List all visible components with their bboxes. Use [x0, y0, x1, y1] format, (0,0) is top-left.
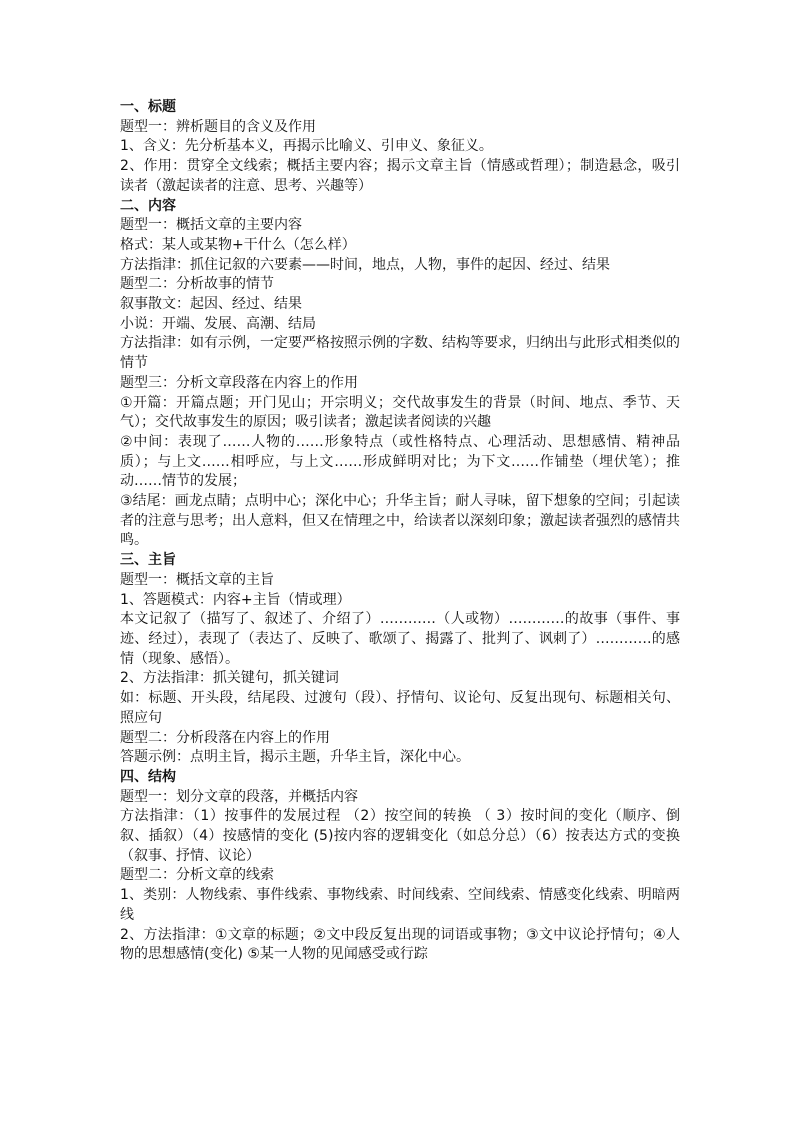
text-line: 方法指津：如有示例，一定要严格按照示例的字数、结构等要求，归纳出与此形式相类似的情节: [120, 335, 680, 372]
section-heading: 一、标题: [120, 99, 176, 115]
text-line: 2、方法指津：①文章的标题；②文中段反复出现的词语或事物；③文中议论抒情句；④人物的思想感情(变化) ⑤某一人物的见闻感受或行踪: [120, 926, 680, 963]
text-line: 题型一：概括文章的主旨: [120, 571, 274, 588]
section-heading: 二、内容: [120, 197, 176, 214]
text-line: 题型一：概括文章的主要内容: [120, 217, 302, 234]
text-line: ③结尾：画龙点睛；点明中心；深化中心；升华主旨；耐人寻味，留下想象的空间；引起读者的注意与思考；出人意料，但又在情理之中，给读者以深刻印象；激起读者强烈的感情共鸣。: [120, 493, 680, 549]
text-line: 如：标题、开头段，结尾段、过渡句（段）、抒情句、议论句、反复出现句、标题相关句、照应句: [120, 690, 680, 726]
document-body: [120, 98, 680, 965]
text-line: 小说：开端、发展、高潮、结局: [120, 315, 316, 332]
section-heading: 三、主旨: [120, 552, 176, 569]
text-line: 1、答题模式：内容+主旨（情或理）: [120, 591, 351, 608]
text-line: 题型一：辨析题目的含义及作用: [120, 118, 316, 135]
text-line: 题型三：分析文章段落在内容上的作用: [120, 374, 358, 391]
text-line: 题型二：分析段落在内容上的作用: [120, 729, 330, 746]
text-line: 1、类别：人物线索、事件线索、事物线索、时间线索、空间线索、情感变化线索、明暗两线: [120, 887, 680, 923]
text-line: 格式：某人或某物+干什么（怎么样）: [120, 236, 356, 253]
text-line: 方法指津：抓住记叙的六要素——时间，地点，人物，事件的起因、经过、结果: [120, 256, 610, 273]
text-line: 本文记叙了（描写了、叙述了、介绍了）…………（人或物）…………的故事（事件、事迹、经过），表现了（表达了、反映了、歌颂了、揭露了、批判了、讽刺了）…………的感情（现象、感悟）。: [120, 611, 680, 667]
text-line: 题型二：分析文章的线索: [120, 867, 274, 884]
text-line: ①开篇：开篇点题；开门见山；开宗明义；交代故事发生的背景（时间、地点、季节、天气）；交代故事发生的原因；吸引读者；激起读者阅读的兴趣: [120, 394, 680, 431]
text-line: 题型一：划分文章的段落，并概括内容: [120, 788, 358, 805]
text-line: 题型二：分析故事的情节: [120, 276, 274, 293]
section-heading: 四、结构: [120, 768, 176, 785]
text-line: 叙事散文：起因、经过、结果: [120, 296, 302, 313]
text-line: 方法指津：（1）按事件的发展过程 （2）按空间的转换 （ 3）按时间的变化（顺序、倒叙、插叙）（4）按感情的变化 (5)按内容的逻辑变化（如总分总）（6）按表达方式的变换（叙事、抒情、议论）: [120, 808, 680, 864]
text-line: 答题示例：点明主旨，揭示主题，升华主旨，深化中心。: [120, 749, 470, 766]
text-line: 2、方法指津：抓关键句，抓关键词: [120, 670, 339, 687]
text-line: ②中间：表现了……人物的……形象特点（或性格特点、心理活动、思想感情、精神品质）；与上文……相呼应，与上文……形成鲜明对比；为下文……作铺垫（埋伏笔）；推动……情节的发展；: [120, 433, 680, 490]
text-line: 1、含义：先分析基本义，再揭示比喻义、引申义、象征义。: [120, 138, 493, 155]
text-line: 2、作用：贯穿全文线索；概括主要内容；揭示文章主旨（情感或哲理）；制造悬念，吸引读者（激起读者的注意、思考、兴趣等）: [120, 158, 680, 194]
